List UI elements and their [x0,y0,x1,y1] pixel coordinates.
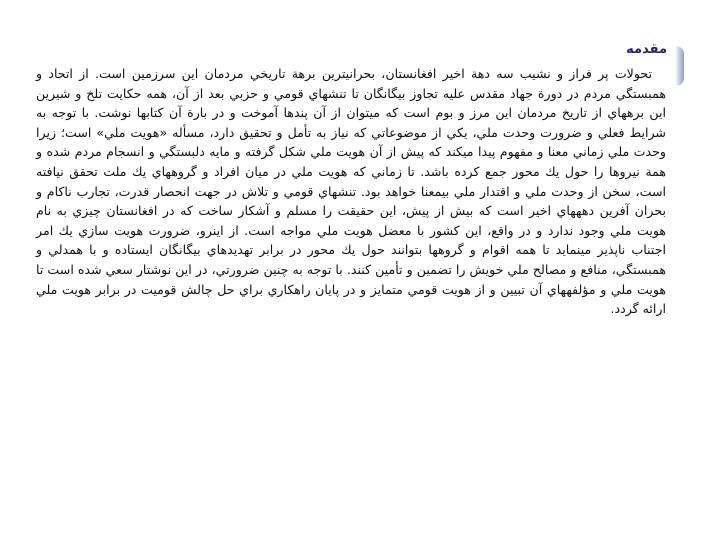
section-title: مقدمه [626,42,667,57]
decorative-accent-bar [675,46,684,86]
body-paragraph: تحولات پر فراز و نشيب سه دهة اخير افغانستان، بحرانيترين برهة تاريخي مردمان اين سرزمين است. از اتحاد و همبستگي مردم در دورة جهاد مقدس عليه تجاوز بيگانگان تا تنشهاي قومي و حزبي بعد از آن، همه حكايت تلخ و شيرين اين برههاي از تاريخ مردمان اين مرز و بوم است كه ميتوان از آن پندها آموخت و در بارة آن كتابها نوشت. با توجه به شرايط فعلي و ضرورت وحدت ملي، يكي از موضوعاتي كه نياز به تأمل و تحقيق دارد، مسأله «هويت ملي» است؛ زيرا وحدت ملي زماني معنا و مفهوم پيدا ميكند كه پيش از آن هويت ملي شكل گرفته و مايه دلبستگي و انسجام مردم شده و همة نيروها را حول يك محور جمع كرده باشد. تا زماني كه هويت ملي در ميان افراد و گروههاي يك ملت تحقق نيافته است، سخن از وحدت ملي و اقتدار ملي بيمعنا خواهد بود. تنشهاي قومي و تلاش در جهت انحصار قدرت، تجارب ناكام و بحران آفرين دهههاي اخير است كه بيش از پيش، اين حقيقت را مسلم و آشكار ساخت كه در افغانستان چيزي به نام هويت ملي وجود ندارد و در واقع، اين كشور با معضل هويت ملي مواجه است. از اينرو، ضرورت هويت سازي يك امر اجتناب ناپذير مينمايد تا همه اقوام و گروهها بتوانند حول يك محور در برابر تهديدهاي بيگانگان ايستاده و با همدلي و همبستگي، منافع و مصالح ملي خويش را تضمين و تأمين كنند. با توجه به چنين ضرورتي، در اين نوشتار سعي شده است تا هويت ملي و مؤلفههاي آن تبيين و از هويت قومي متمايز و در پايان راهكاري براي حل چالش قوميت در برابر هويت ملي ارائه گردد. [36,66,666,317]
